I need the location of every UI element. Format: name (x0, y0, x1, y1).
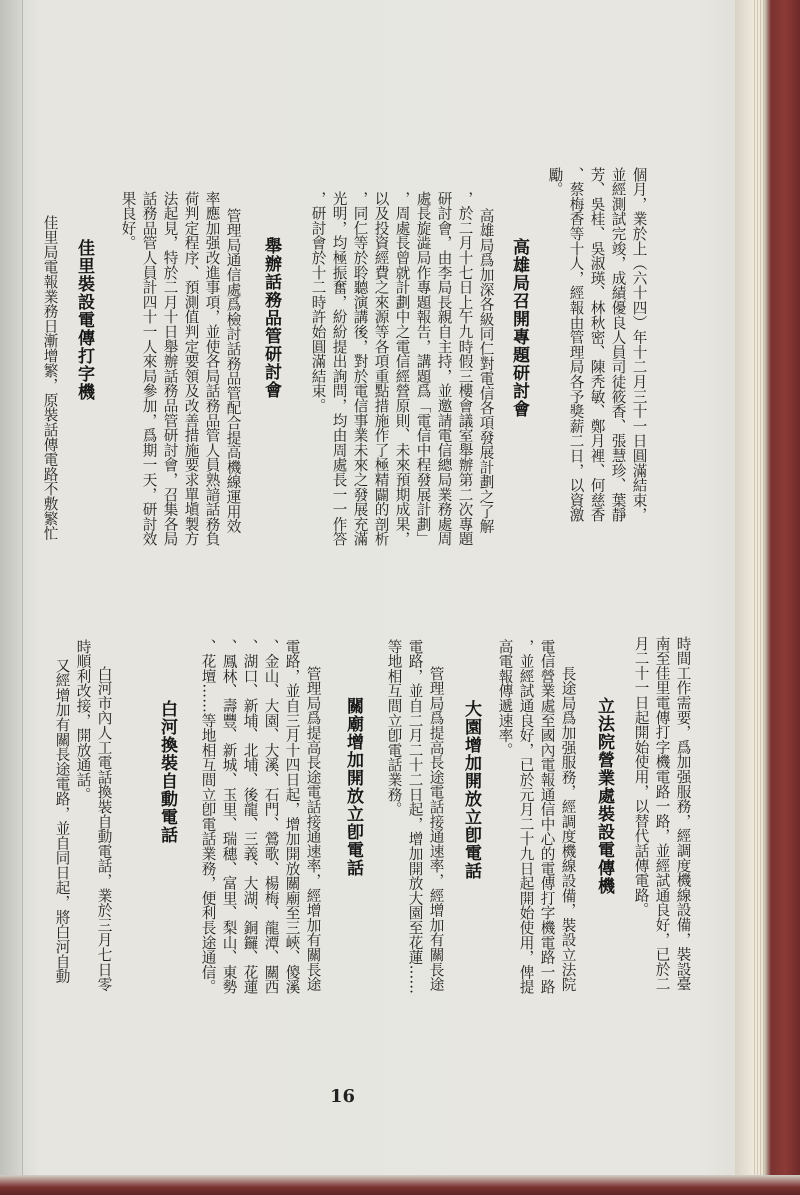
text-column: ，研討會於十二時許始圓滿結束。 (309, 191, 327, 413)
text-column: 管理局爲提高長途電話接通速率，經增加有關長途 (427, 666, 445, 992)
text-column: 、金山、大園、大溪、石門、鶯歌、楊梅、龍潭、關西 (262, 639, 280, 995)
text-column: 以及投資經費之來源等各項重點措施作了極精闢的剖析 (372, 191, 390, 547)
article-heading: 立法院營業處裝設電傳機 (594, 697, 614, 895)
text-column: 管理局爲提高長途電話接通速率，經增加有關長途 (304, 666, 322, 992)
text-column: 光明，均極振奮，紛紛提出詢問，均由周處長一一作答 (330, 191, 348, 547)
book-spine (735, 0, 800, 1195)
text-column: ，於二月十七日上午九時假三樓會議室舉辦第二次專題 (456, 191, 474, 547)
text-column: 時間工作需要，爲加强服務，經調度機線設備，裝設臺 (674, 636, 692, 992)
text-column: 、花壇……等地相互間立卽電話業務，便利長途通信。 (199, 639, 217, 995)
text-column: 率應加强改進事項，並使各局話務品管人員熟諳話務負 (203, 191, 221, 547)
text-column: 並經測試完竣，成績優良人員司徒筱香、張慧珍、葉靜 (609, 167, 627, 523)
text-column: 芳、吳桂、吳淑瑛、林秋密、陳秃敏、鄭月裡、何慈香 (588, 167, 606, 523)
text-column: 荷判定程序、預測值判定要領及改善措施要求單塡製方 (182, 191, 200, 547)
page-number: 16 (330, 1086, 356, 1107)
text-column: 、鳳林、壽豐、新城、玉里、瑞穗、富里、梨山、東勢 (220, 639, 238, 995)
text-column: 果良好。 (119, 191, 137, 251)
text-column: 電路，並自三月十四日起，增加開放關廟至三峽、傻溪 (283, 639, 301, 995)
book-cover-edge (0, 1175, 800, 1195)
text-column: 南至佳里電傳打字機電路一路，並經試通良好，已於二 (653, 636, 671, 992)
text-column: 佳里局電報業務日漸增繁，原裝話傳電路不敷繁忙 (41, 215, 59, 541)
text-column: 管理局通信處爲檢討話務品管配合提高機線運用效 (224, 208, 242, 534)
text-column: 勵。 (546, 167, 564, 197)
text-column: 高雄局爲加深各級同仁對電信各項發展計劃之了解 (477, 208, 495, 534)
article-heading: 舉辦話務品管研討會 (261, 237, 281, 399)
text-column: 長途局爲加强服務，經調度機線設備，裝設立法院 (559, 666, 577, 992)
article-heading: 白河換裝自動電話 (157, 700, 177, 844)
text-column: 、湖口、新埔、北埔、後龍、三義、大湖、銅鑼、花蓮 (241, 639, 259, 995)
article-heading: 佳里裝設電傳打字機 (74, 239, 94, 401)
text-column: 、蔡梅香等十人，經報由管理局各予獎薪二日，以資激 (567, 167, 585, 523)
text-column: 話務品管人員計四十一人來局參加，爲期一天，研討效 (140, 191, 158, 547)
text-column: 等地相互間立卽電話業務。 (385, 639, 403, 817)
text-column: ，周處長曾就計劃中之電信經營原則、未來預期成果， (393, 191, 411, 547)
text-column: 處長旋澁局作專題報告，講題爲「電信中程發展計劃」 (414, 191, 432, 547)
text-column: 電信營業處至國內電報通信中心的電傳打字機電路一路 (538, 639, 556, 995)
text-column: 又經增加有關長途電路，並自同日起，將白河自動 (53, 658, 71, 984)
text-column: ，同仁等於聆聽演講後，對於電信事業未來之發展充滿 (351, 191, 369, 547)
text-column: 個月，業於上（六十四）年十二月三十一日圓滿結束， (630, 167, 648, 523)
text-column: 法起見，特於二月十日舉辦話務品管研討會，召集各局 (161, 191, 179, 547)
page-stack-edges (752, 0, 764, 1195)
text-column: 時順利改接，開放通話。 (74, 639, 92, 802)
text-column: 白河市內人工電話換裝自動電話，業於三月七日零 (95, 666, 113, 992)
article-heading: 大園增加開放立卽電話 (461, 700, 481, 880)
text-column: 高電報傳遞速率。 (496, 639, 514, 758)
text-column: ，並經試通良好，已於元月二十九日起開始使用，俾提 (517, 639, 535, 995)
text-column: 電路，並自二月二十二日起，增加開放大園至花蓮…… (406, 639, 424, 995)
previous-page-edge (0, 0, 23, 1195)
text-column: 研討會，由李局長親自主持，並邀請電信總局業務處周 (435, 191, 453, 547)
article-heading: 關廟增加開放立卽電話 (343, 697, 363, 877)
article-heading: 高雄局召開專題研討會 (509, 238, 529, 418)
text-column: 月二十一日起開始使用，以替代話傳電路。 (632, 636, 650, 918)
